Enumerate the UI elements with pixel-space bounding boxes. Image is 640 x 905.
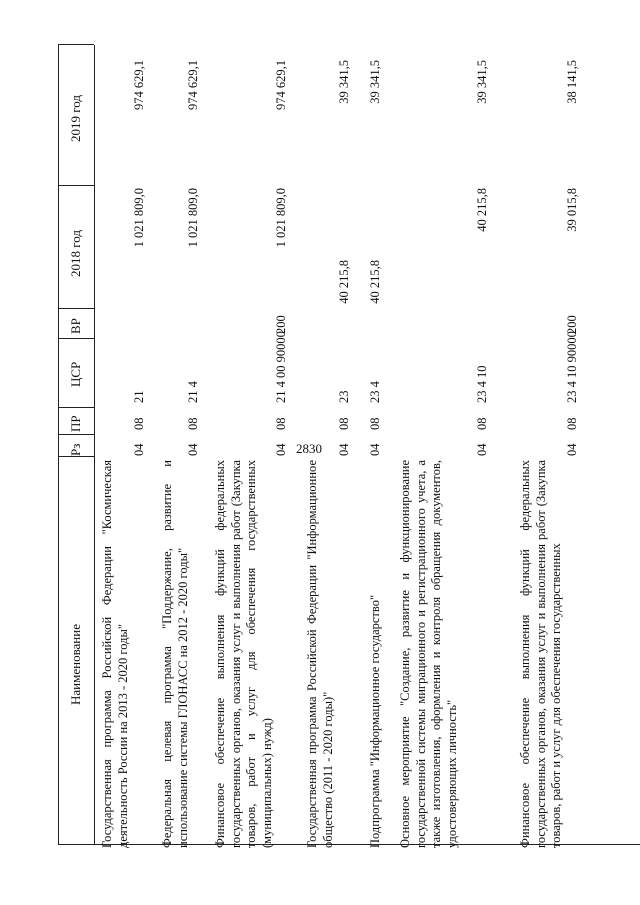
table-right-border (58, 44, 94, 45)
row-1-2018: 1 021 809,0 (132, 188, 146, 248)
row-2-csr: 21 4 (186, 381, 200, 403)
row-2-name: Федеральная целевая программа "Поддержание, развитие и использование системы ГЛОНАСС на 2012 - 2020 годы" (160, 460, 190, 848)
page-number: 2830 (296, 441, 322, 456)
row-7-2019: 38 141,5 (565, 60, 579, 104)
header-name: Наименование (68, 624, 83, 705)
row-7-rz: 04 (565, 443, 579, 456)
row-7-csr: 23 4 10 90000 (565, 331, 579, 403)
row-3-2019: 974 629,1 (274, 60, 288, 110)
row-3-vr: 200 (274, 315, 288, 334)
header-2019: 2019 год (68, 95, 83, 142)
row-2-2019: 974 629,1 (186, 60, 200, 110)
row-5-csr: 23 4 (368, 381, 382, 403)
row-5-rz: 04 (368, 443, 382, 456)
row-1-pr: 08 (132, 417, 146, 430)
col-divider-vr-2018 (58, 308, 94, 309)
row-6-pr: 08 (475, 417, 489, 430)
row-4-name: Государственная программа Российской Федерации "Информационное общество (2011 - 2020 годы)" (305, 460, 335, 848)
header-rz: Рз (68, 443, 83, 456)
row-4-pr: 08 (337, 417, 351, 430)
row-5-pr: 08 (368, 417, 382, 430)
row-6-2018: 40 215,8 (475, 188, 489, 232)
header-vr: ВР (68, 318, 83, 334)
row-3-2018: 1 021 809,0 (274, 188, 288, 248)
col-divider-pr-csr (58, 407, 94, 408)
col-divider-rz-pr (58, 434, 94, 435)
row-6-name: Основное мероприятие "Создание, развитие и функционирование государственной системы миграционного и регистрационного учета, а также изготовления, оформления и контроля обращения документов, удостоверяющих личность" (398, 460, 459, 848)
row-7-pr: 08 (565, 417, 579, 430)
row-6-rz: 04 (475, 443, 489, 456)
row-7-vr: 200 (565, 315, 579, 334)
row-5-2018: 40 215,8 (368, 260, 382, 304)
col-divider-2018-2019 (58, 185, 94, 186)
row-5-name: Подпрограмма "Информационное государство" (368, 594, 382, 848)
row-4-csr: 23 (337, 390, 351, 403)
row-4-2019: 39 341,5 (337, 60, 351, 104)
row-2-pr: 08 (186, 417, 200, 430)
row-3-name: Финансовое обеспечение выполнения функций федеральных государственных органов, оказания услуг и выполнения работ (Закупка товаров, работ и услуг для обеспечения государственных (муниципальных) нужд) (213, 460, 274, 848)
row-1-rz: 04 (132, 443, 146, 456)
row-6-2019: 39 341,5 (475, 60, 489, 104)
row-2-rz: 04 (186, 443, 200, 456)
row-7-2018: 39 015,8 (565, 188, 579, 232)
row-6-csr: 23 4 10 (475, 365, 489, 403)
table-top-border (58, 45, 59, 845)
row-4-2018: 40 215,8 (337, 260, 351, 304)
col-divider-csr-vr (58, 338, 94, 339)
row-1-csr: 21 (132, 390, 146, 403)
row-3-csr: 21 4 00 90000 (274, 331, 288, 403)
row-3-pr: 08 (274, 417, 288, 430)
header-csr: ЦСР (68, 361, 83, 387)
row-3-rz: 04 (274, 443, 288, 456)
row-1-name: Государственная программа Российской Федерации "Космическая деятельность России на 2013 - 2020 годы" (100, 460, 130, 848)
row-4-rz: 04 (337, 443, 351, 456)
row-2-2018: 1 021 809,0 (186, 188, 200, 248)
row-7-name: Финансовое обеспечение выполнения функций федеральных государственных органов, оказания услуг и выполнения работ (Закупка товаров, работ и услуг для обеспечения государственных (518, 460, 563, 848)
col-divider-name-rz (58, 456, 94, 457)
header-pr: ПР (68, 415, 83, 432)
header-2018: 2018 год (68, 230, 83, 277)
row-5-2019: 39 341,5 (368, 60, 382, 104)
row-1-2019: 974 629,1 (132, 60, 146, 110)
table-header-divider (94, 45, 95, 845)
